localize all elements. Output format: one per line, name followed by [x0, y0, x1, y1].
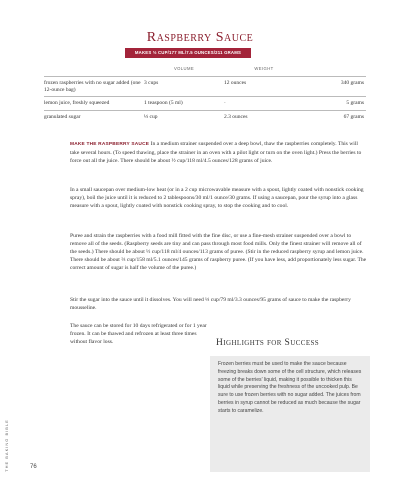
weight-header: WEIGHT — [254, 66, 274, 71]
volume-header: VOLUME — [173, 66, 195, 71]
sidebar-box: Frozen berries must be used to make the sauce because freezing breaks down some of the cell structure, which releases some of the berries' liquid, making it possible to thicken this liquid while preserving the freshness of the uncooked pulp. Be sure to use frozen berries with no sugar added. The juices from berries in syrup cannot be reduced as much because the sugar starts to caramelize. — [210, 356, 370, 472]
table-row — [44, 110, 366, 124]
instruction-paragraph: Puree and strain the raspberries with a food mill fitted with the fine disc, or use a fine-mesh strainer suspended over a bowl to remove all of the seeds. (Raspberry seeds are tiny and can pass through most food mills. Only the finest strainer will remove all of the seeds.) There should be about ½ cup/118 ml/4 ounces/113 grams of puree. (Stir in the reduced raspberry syrup and lemon juice. There should be about ⅔ cup/158 ml/5.1 ounces/145 grams of raspberry puree. (If you have less, add proportionately less sugar. The correct amount of sugar is half the volume of the puree.) — [70, 233, 367, 271]
ingredient-ounces: · — [224, 100, 226, 106]
ingredient-volume: 1 teaspoon (5 ml) — [144, 100, 183, 106]
ingredient-volume: ⅓ cup — [144, 114, 158, 120]
instruction-paragraph: In a small saucepan over medium-low heat (or in a 2 cup microwavable measure with a spout, lightly coated with nonstick cooking spray), boil the juice until it is reduced to 2 tablespoons/30 ml/1 ounce/30 grams. If using a saucepan, pour the syrup into a glass measure with a spout, lightly coated with nonstick cooking spray, to stop the cooking and to cool. — [70, 187, 364, 209]
yield-bar: MAKES ⅔ CUP/177 ML/7.5 OUNCES/211 GRAMS — [125, 48, 251, 58]
ingredient-ounces: 2.3 ounces — [224, 114, 248, 120]
table-row — [44, 76, 366, 96]
table-row — [44, 96, 366, 110]
paragraph-text: In a medium strainer suspended over a deep bowl, thaw the raspberries completely. This will take several hours. (To speed thawing, place the strainer in an oven with a pilot light or turn on the oven light.) Press the berries to force out all the juice. There should be about ½ cup/118 ml/4.5 ounces/128 grams of juice. — [70, 141, 362, 164]
ingredient-grams: 67 grams — [343, 114, 364, 120]
ingredient-name: frozen raspberries with no sugar added (one 12-ounce bag) — [44, 80, 141, 93]
ingredient-name: lemon juice, freshly squeezed — [44, 100, 110, 106]
ingredient-name: granulated sugar — [44, 114, 81, 120]
instruction-paragraph — [70, 140, 368, 165]
ingredient-grams: 340 grams — [340, 80, 364, 86]
book-title: THE BAKING BIBLE — [3, 418, 9, 472]
instruction-paragraph: Stir the sugar into the sauce until it dissolves. You will need ⅓ cup/79 ml/3.3 ounces/95 grams of sauce to make the raspberry mousseline. — [70, 297, 351, 311]
ingredient-ounces: 12 ounces — [224, 80, 247, 86]
table-header — [44, 62, 366, 76]
ingredient-grams: 5 grams — [346, 100, 364, 106]
recipe-title: Raspberry Sauce — [146, 30, 254, 45]
highlights-sidebar — [210, 337, 370, 472]
ingredient-table — [44, 62, 366, 124]
step-heading: MAKE THE RASPBERRY SAUCE — [70, 142, 150, 147]
spine-label — [2, 415, 10, 475]
storage-paragraph: The sauce can be stored for 10 days refrigerated or for 1 year frozen. It can be thawed and refrozen at least three times without flavor loss. — [70, 323, 207, 345]
ingredient-volume: 3 cups — [144, 80, 159, 86]
page-number: 76 — [30, 464, 37, 470]
sidebar-title: Highlights for Success — [216, 338, 320, 348]
